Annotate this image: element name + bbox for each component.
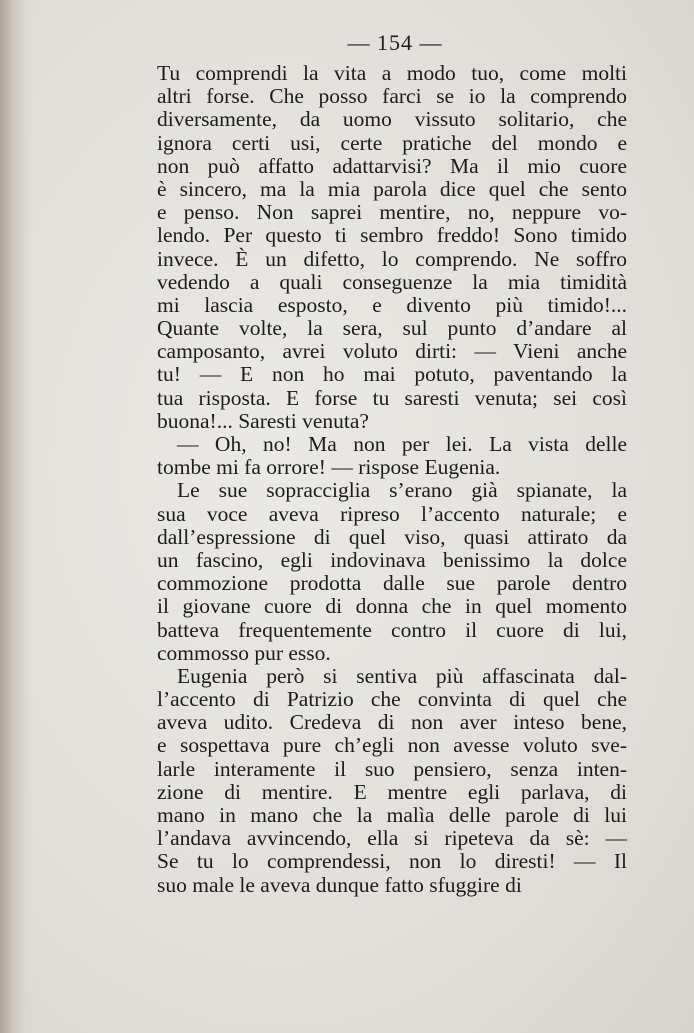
text-line: e penso. Non saprei mentire, no, neppure vo- [157, 200, 627, 225]
text-line: Se tu lo comprendessi, non lo diresti! — Il [157, 849, 627, 874]
paragraph [157, 62, 627, 433]
text-line: — Oh, no! Ma non per lei. La vista delle [177, 432, 627, 456]
text-line: aveva udito. Credeva di non aver inteso bene, [157, 710, 627, 735]
text-line: larle interamente il suo pensiero, senza inten- [157, 756, 627, 781]
text-line: camposanto, avrei voluto dirti: — Vieni anche [157, 339, 627, 364]
text-line: tombe mi fa orrore! — rispose Eugenia. [157, 455, 501, 480]
text-line: mano in mano che la malìa delle parole di lui [157, 803, 627, 827]
text-line: vedendo a quali conseguenze la mia timidità [157, 269, 627, 294]
text-line: sua voce aveva ripreso l’accento naturale; e [157, 501, 627, 526]
text-line: non può affatto adattarvisi? Ma il mio cuore [157, 153, 627, 178]
text-line: il giovane cuore di donna che in quel momento [157, 594, 627, 619]
page-number: — 154 — [347, 30, 443, 55]
text-line: diversamente, da uomo vissuto solitario, che [157, 107, 627, 132]
text-line: zione di mentire. E mentre egli parlava, di [157, 779, 627, 804]
page-gutter-shadow [0, 0, 34, 1033]
text-line: Quante volte, la sera, sul punto d’andare al [157, 316, 627, 341]
text-line: tua risposta. E forse tu saresti venuta; sei così [157, 385, 627, 410]
text-line: batteva frequentemente contro il cuore di lui, [157, 617, 627, 642]
text-line: l’andava avvincendo, ella si ripeteva da sè: — [157, 826, 627, 851]
paragraph [157, 479, 627, 665]
text-line: commosso pur esso. [157, 640, 331, 665]
text-line: tu! — E non ho mai potuto, paventando la [157, 362, 627, 387]
body-text [157, 62, 627, 897]
text-line: Eugenia però si sentiva più affascinata dal- [177, 663, 627, 688]
text-line: è sincero, ma la mia parola dice quel che sento [157, 176, 627, 201]
text-line: lendo. Per questo ti sembro freddo! Sono timido [157, 223, 627, 248]
text-line: mi lascia esposto, e divento più timido!... [157, 292, 627, 317]
text-line: dall’espressione di quel viso, quasi attirato da [157, 524, 627, 549]
text-line: Tu comprendi la vita a modo tuo, come molti [157, 61, 627, 85]
text-line: commozione prodotta dalle sue parole dentro [157, 571, 627, 596]
text-line: invece. È un difetto, lo comprendo. Ne soffro [157, 246, 627, 271]
paragraph [157, 665, 627, 897]
text-line: altri forse. Che posso farci se io la comprendo [157, 84, 627, 109]
text-line: un fascino, egli indovinava benissimo la dolce [157, 547, 627, 572]
paragraph [157, 433, 627, 479]
text-line: suo male le aveva dunque fatto sfuggire di [157, 872, 522, 897]
text-line: buona!... Saresti venuta? [157, 408, 369, 433]
text-line: e sospettava pure ch’egli non avesse voluto sve- [157, 733, 627, 758]
text-line: ignora certi usi, certe pratiche del mondo e [157, 130, 627, 155]
text-line: Le sue sopracciglia s’erano già spianate, la [177, 478, 627, 503]
text-line: l’accento di Patrizio che convinta di quel che [157, 687, 627, 712]
